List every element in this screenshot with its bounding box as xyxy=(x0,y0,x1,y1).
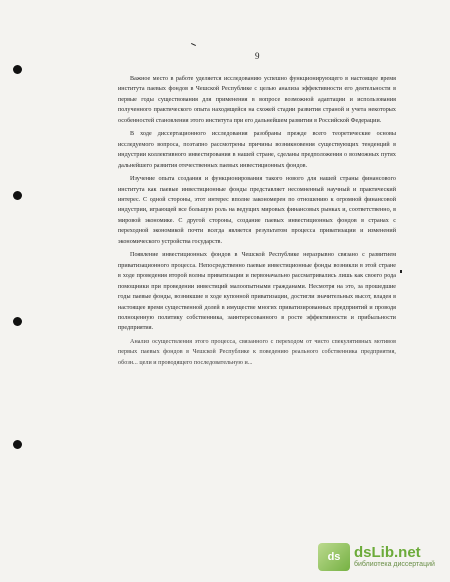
dslib-logo-icon: ds xyxy=(318,543,350,571)
punch-hole-4 xyxy=(13,440,22,449)
scan-speck xyxy=(191,43,196,46)
punch-hole-1 xyxy=(13,65,22,74)
paragraph: Анализ осуществления этого процесса, связанного с переходом от чисто спекулятивных мотивов первых паевых фондов в Чешской Республике к поведению реального собственника предприятия, обозн... цели и проводящего последовательную и... xyxy=(118,338,396,366)
punch-hole-3 xyxy=(13,317,22,326)
watermark-caption: библиотека диссертаций xyxy=(354,561,435,568)
paragraph: Важное место в работе уделяется исследованию успешно функционирующего в настоящее время института паевых фондов в Чешской Республике с целью анализа эффективности его деятельности в первые годы существования для применения в вопросе возможной адаптации и использования полученного практического опыта находящейся на схожей стадии развития страной и учета некоторых особенностей становления этого института при его дальнейшем развитии в Российской Федерации. xyxy=(118,76,396,124)
paragraph: Появление инвестиционных фондов в Чешской Республике неразрывно связано с развитием приватизационного процесса. Непосредственно паевые инвестиционные фонды возникли в этой стране в ходе проведения второй волны приватизации и первоначально рассматривались лишь как своего рода помощники при проведении инвестиций малоопытными гражданами. Несмотря на это, за прошедшие годы паевые фонды, возникшие в ходе купонной приватизации, достигли значительных высот, владея в настоящее время существенной долей в имуществе многих приватизированных предприятий и проводя полноценную политику собственника, заинтересованного в росте эффективности и прибыльности предприятия. xyxy=(118,252,396,332)
paragraph: В ходе диссертационного исследования разобраны прежде всего теоретические основы исследуемого вопроса, поэтапно рассмотрены причины возникновения существующих тенденций в индустрии коллективного инвестирования в нашей стране, сделаны предположения о возможных путях дальнейшего развития отечественных паевых инвестиционных фондов. xyxy=(118,131,396,169)
document-body xyxy=(118,74,396,371)
paragraph: Изучение опыта создания и функционирования такого нового для нашей страны финансового института как паевые инвестиционные фонды представляет несомненный научный и практический интерес. С одной стороны, этот интерес вполне закономерен по отношению к огромной финансовой индустрии, играющей все большую роль на ведущих мировых финансовых рынках и, соответственно, в мировой экономике. С другой стороны, создание паевых инвестиционных фондов в странах с переходной экономикой почти всегда является результатом процесса приватизации и изменений экономического устройства государств. xyxy=(118,176,396,245)
scan-speck xyxy=(400,270,402,273)
page-number: 9 xyxy=(255,51,260,61)
watermark-brand: dsLib.net xyxy=(354,544,421,561)
punch-hole-2 xyxy=(13,191,22,200)
dslib-watermark xyxy=(318,540,442,574)
